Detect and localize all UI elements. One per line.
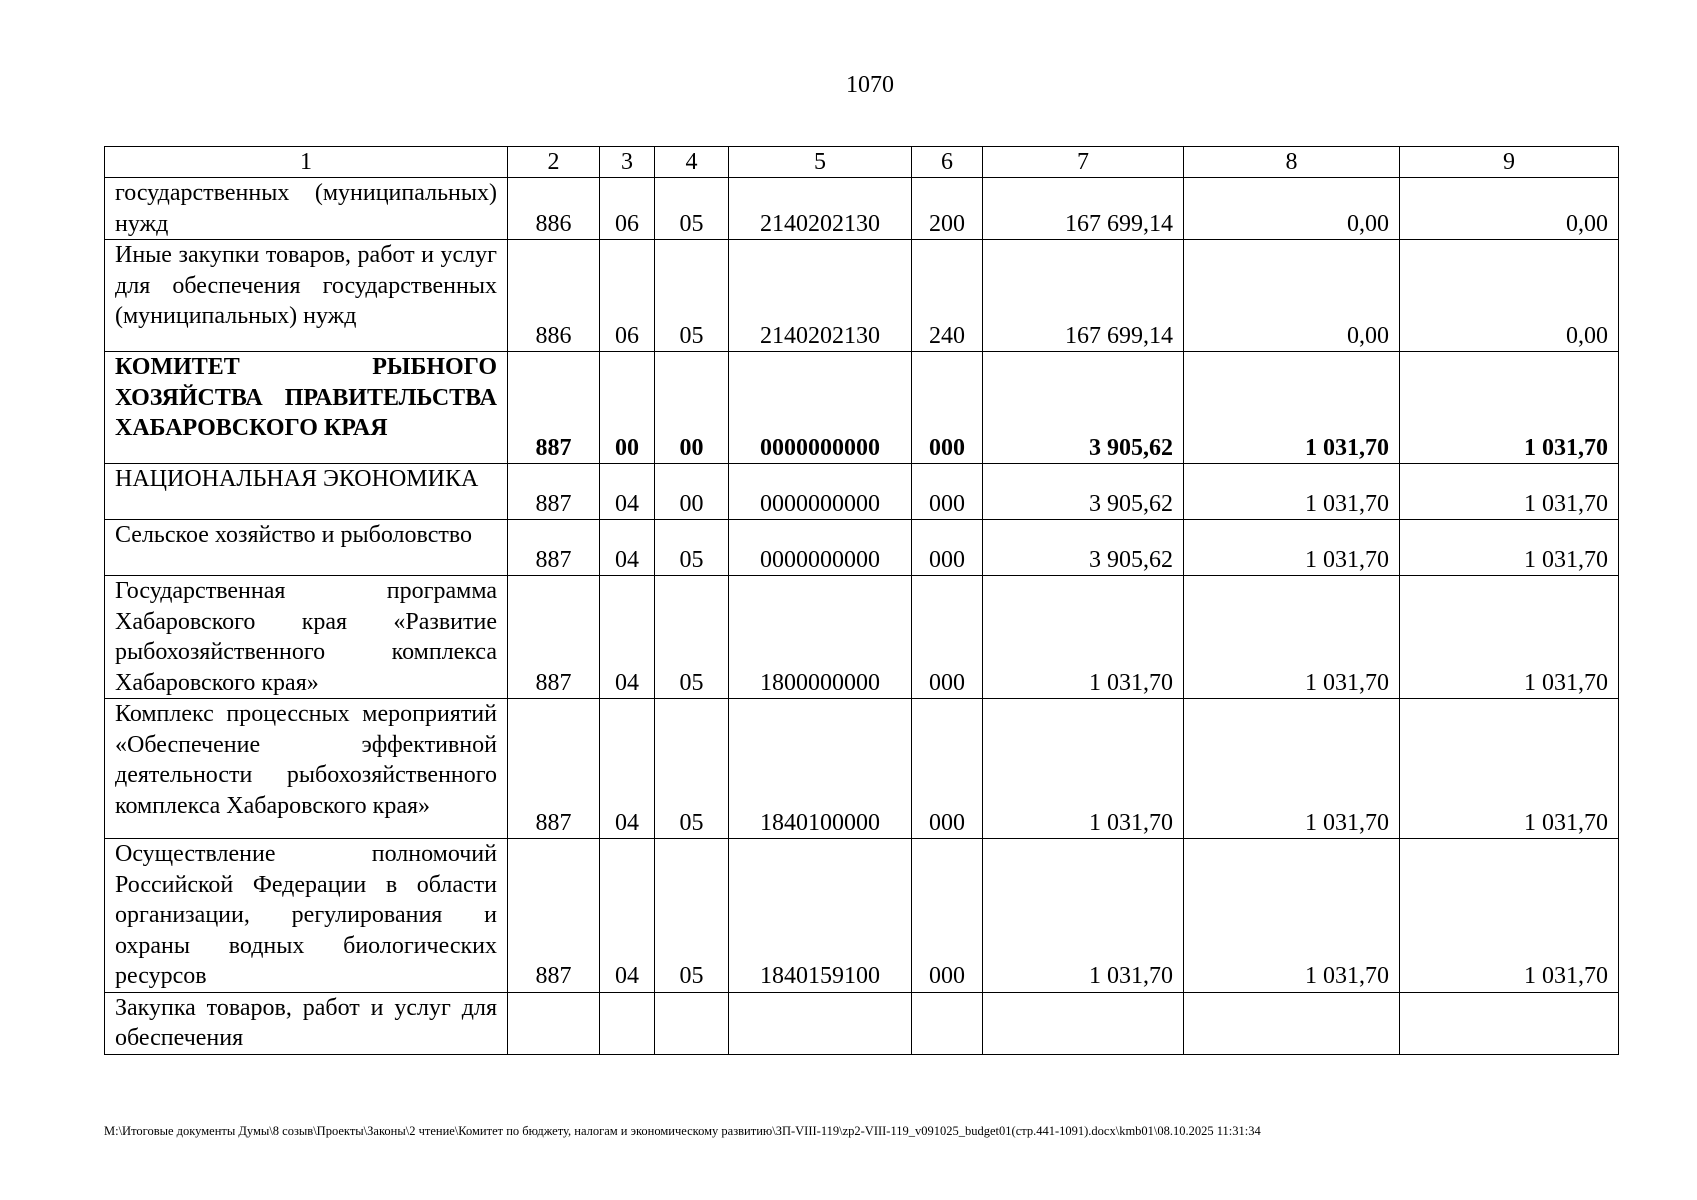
expense-type-code: 000 xyxy=(912,699,983,839)
table-row xyxy=(105,576,1619,699)
amount-col9: 1 031,70 xyxy=(1400,699,1619,839)
target-article-code: 0000000000 xyxy=(729,352,912,464)
amount-col9: 1 031,70 xyxy=(1400,576,1619,699)
amount-col8: 1 031,70 xyxy=(1184,352,1400,464)
admin-code: 887 xyxy=(508,464,600,520)
row-name: КОМИТЕТ РЫБНОГО ХОЗЯЙСТВА ПРАВИТЕЛЬСТВА ХАБАРОВСКОГО КРАЯ xyxy=(105,352,508,464)
budget-table xyxy=(104,146,1619,1055)
table-row xyxy=(105,464,1619,520)
section-code: 04 xyxy=(600,576,655,699)
row-name: Иные закупки товаров, работ и услуг для обеспечения государственных (муниципальных) нужд xyxy=(105,240,508,352)
row-name: Сельское хозяйство и рыболовство xyxy=(105,520,508,576)
header-row xyxy=(105,147,1619,178)
amount-col7: 1 031,70 xyxy=(983,699,1184,839)
amount-col7: 167 699,14 xyxy=(983,240,1184,352)
section-code: 04 xyxy=(600,520,655,576)
subsection-code: 05 xyxy=(655,839,729,993)
row-name: Закупка товаров, работ и услуг для обеспечения xyxy=(105,992,508,1054)
amount-col7: 3 905,62 xyxy=(983,352,1184,464)
target-article-code: 2140202130 xyxy=(729,178,912,240)
column-header: 1 xyxy=(105,147,508,178)
section-code: 06 xyxy=(600,240,655,352)
subsection-code: 05 xyxy=(655,520,729,576)
page-number: 1070 xyxy=(846,72,894,98)
subsection-code: 05 xyxy=(655,699,729,839)
column-header: 9 xyxy=(1400,147,1619,178)
amount-col7: 1 031,70 xyxy=(983,839,1184,993)
expense-type-code: 200 xyxy=(912,178,983,240)
expense-type-code xyxy=(912,992,983,1054)
admin-code: 886 xyxy=(508,178,600,240)
column-header: 8 xyxy=(1184,147,1400,178)
amount-col8: 1 031,70 xyxy=(1184,839,1400,993)
target-article-code: 1800000000 xyxy=(729,576,912,699)
expense-type-code: 240 xyxy=(912,240,983,352)
table-body xyxy=(105,178,1619,1055)
target-article-code: 1840100000 xyxy=(729,699,912,839)
expense-type-code: 000 xyxy=(912,520,983,576)
amount-col7: 1 031,70 xyxy=(983,576,1184,699)
expense-type-code: 000 xyxy=(912,464,983,520)
section-code: 06 xyxy=(600,178,655,240)
table-row xyxy=(105,352,1619,464)
row-name: Государственная программа Хабаровского края «Развитие рыбохозяйственного комплекса Хабаровского края» xyxy=(105,576,508,699)
table-row xyxy=(105,992,1619,1054)
amount-col7: 3 905,62 xyxy=(983,464,1184,520)
amount-col9: 1 031,70 xyxy=(1400,464,1619,520)
amount-col8: 0,00 xyxy=(1184,240,1400,352)
column-header: 2 xyxy=(508,147,600,178)
admin-code: 886 xyxy=(508,240,600,352)
subsection-code: 05 xyxy=(655,576,729,699)
table-row xyxy=(105,839,1619,993)
amount-col9: 0,00 xyxy=(1400,240,1619,352)
footer-file-path: M:\Итоговые документы Думы\8 созыв\Проекты\Законы\2 чтение\Комитет по бюджету, налогам и экономическому развитию\ЗП-VIII-119\zp2-VIII-119_v091025_budget01(стр.441-1091).docx\kmb01\08.10.2025 11:31:34 xyxy=(104,1124,1261,1138)
amount-col8: 1 031,70 xyxy=(1184,464,1400,520)
admin-code: 887 xyxy=(508,576,600,699)
amount-col7: 167 699,14 xyxy=(983,178,1184,240)
table-row xyxy=(105,240,1619,352)
target-article-code: 0000000000 xyxy=(729,464,912,520)
section-code xyxy=(600,992,655,1054)
admin-code: 887 xyxy=(508,699,600,839)
amount-col8: 1 031,70 xyxy=(1184,520,1400,576)
amount-col9: 0,00 xyxy=(1400,178,1619,240)
column-header: 5 xyxy=(729,147,912,178)
row-name: государственных (муниципальных) нужд xyxy=(105,178,508,240)
admin-code xyxy=(508,992,600,1054)
section-code: 04 xyxy=(600,699,655,839)
amount-col9: 1 031,70 xyxy=(1400,352,1619,464)
amount-col8 xyxy=(1184,992,1400,1054)
target-article-code: 2140202130 xyxy=(729,240,912,352)
amount-col8: 1 031,70 xyxy=(1184,699,1400,839)
subsection-code: 00 xyxy=(655,352,729,464)
amount-col7: 3 905,62 xyxy=(983,520,1184,576)
admin-code: 887 xyxy=(508,520,600,576)
table-row xyxy=(105,178,1619,240)
column-header: 7 xyxy=(983,147,1184,178)
amount-col9: 1 031,70 xyxy=(1400,520,1619,576)
expense-type-code: 000 xyxy=(912,839,983,993)
row-name: Осуществление полномочий Российской Федерации в области организации, регулирования и охраны водных биологических ресурсов xyxy=(105,839,508,993)
amount-col8: 0,00 xyxy=(1184,178,1400,240)
column-header: 6 xyxy=(912,147,983,178)
expense-type-code: 000 xyxy=(912,352,983,464)
subsection-code: 05 xyxy=(655,240,729,352)
amount-col8: 1 031,70 xyxy=(1184,576,1400,699)
section-code: 04 xyxy=(600,464,655,520)
table-row xyxy=(105,520,1619,576)
target-article-code xyxy=(729,992,912,1054)
section-code: 00 xyxy=(600,352,655,464)
column-header: 4 xyxy=(655,147,729,178)
expense-type-code: 000 xyxy=(912,576,983,699)
subsection-code: 05 xyxy=(655,178,729,240)
amount-col9: 1 031,70 xyxy=(1400,839,1619,993)
column-header: 3 xyxy=(600,147,655,178)
amount-col9 xyxy=(1400,992,1619,1054)
section-code: 04 xyxy=(600,839,655,993)
row-name: НАЦИОНАЛЬНАЯ ЭКОНОМИКА xyxy=(105,464,508,520)
amount-col7 xyxy=(983,992,1184,1054)
target-article-code: 1840159100 xyxy=(729,839,912,993)
subsection-code: 00 xyxy=(655,464,729,520)
subsection-code xyxy=(655,992,729,1054)
target-article-code: 0000000000 xyxy=(729,520,912,576)
admin-code: 887 xyxy=(508,352,600,464)
admin-code: 887 xyxy=(508,839,600,993)
row-name: Комплекс процессных мероприятий «Обеспечение эффективной деятельности рыбохозяйственного комплекса Хабаровского края» xyxy=(105,699,508,839)
table-row xyxy=(105,699,1619,839)
